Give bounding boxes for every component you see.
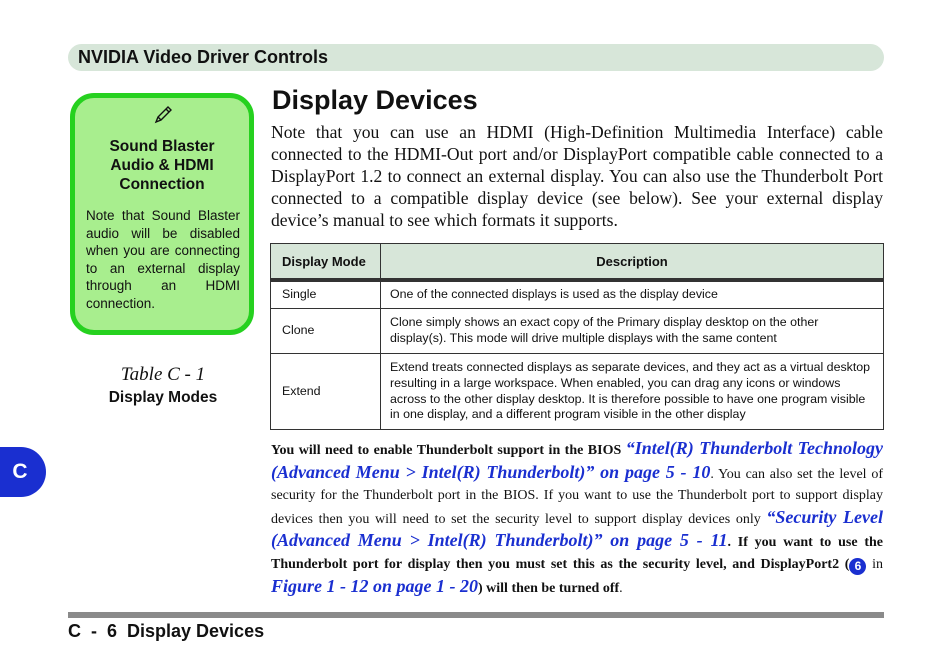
page-title: Display Devices bbox=[272, 85, 478, 115]
table-header-row bbox=[271, 244, 884, 280]
callout-number-badge: 6 bbox=[849, 558, 866, 575]
text-run: You will need to enable Thunderbolt support in the BIOS bbox=[271, 443, 626, 458]
table-cell-mode: Extend bbox=[271, 354, 381, 430]
table-row bbox=[271, 309, 884, 354]
bios-thunderbolt-link[interactable]: “Intel(R) Thunderbolt Technology (Advanced Menu > Intel(R) Thunderbolt)” on page 5 - 10 bbox=[271, 438, 884, 482]
note-body: Note that Sound Blaster audio will be disabled when you are connecting to an external display through an HDMI connection. bbox=[86, 208, 240, 311]
table-cell-description: One of the connected displays is used as the display device bbox=[381, 282, 884, 309]
column-header-description: Description bbox=[381, 244, 884, 280]
table-cell-description: Extend treats connected displays as separate devices, and they act as a virtual desktop resulting in a large workspace. When enabled, you can drag any icons or windows across to the other display desktop. It is therefore possible to have one program visible in one display, and a different program visible in the other display bbox=[381, 354, 884, 430]
intro-paragraph: Note that you can use an HDMI (High-Definition Multimedia Interface) cable connected to the HDMI-Out port and/or DisplayPort compatible cable connected to a DisplayPort 1.2 to connect an external display. You can also use the Thunderbolt Port connected to a compatible display device (see below). See your external display device’s manual to see which formats it supports. bbox=[271, 122, 883, 230]
display-modes-table bbox=[270, 243, 884, 430]
table-caption: Display Modes bbox=[108, 389, 218, 406]
text-run: . If you want to use the Thunderbolt port for display then you must set this as the security level, and DisplayPort2 ( bbox=[271, 535, 883, 572]
table-cell-mode: Clone bbox=[271, 309, 381, 354]
text-run: . bbox=[619, 580, 623, 596]
table-row bbox=[271, 354, 884, 430]
table-cell-description: Clone simply shows an exact copy of the Primary display desktop on the other display(s). This mode will drive multiple displays with the same content bbox=[381, 309, 884, 354]
column-header-mode: Display Mode bbox=[271, 244, 381, 280]
header-title: NVIDIA Video Driver Controls bbox=[78, 47, 329, 67]
security-level-link[interactable]: “Security Level (Advanced Menu > Intel(R) Thunderbolt)” on page 5 - 11 bbox=[271, 506, 883, 551]
footer-rule bbox=[68, 612, 884, 618]
table-cell-mode: Single bbox=[271, 282, 381, 309]
chapter-tab: C bbox=[0, 447, 46, 497]
figure-link[interactable]: Figure 1 - 12 on page 1 - 20 bbox=[271, 575, 478, 596]
table-row bbox=[271, 282, 884, 309]
table-label: Table C - 1 bbox=[120, 364, 206, 385]
text-run: . You can also set the level of security for the Thunderbolt port in the BIOS. If you want to use the Thunderbolt port to support display devices then you will need to set the security level to support display devices only bbox=[271, 466, 883, 527]
text-run: in bbox=[866, 556, 883, 572]
pencil-icon bbox=[152, 104, 174, 126]
footer-page-label: C - 6 Display Devices bbox=[68, 621, 265, 641]
note-title: Sound Blaster Audio & HDMI Connection bbox=[109, 138, 215, 193]
text-run: ) will then be turned off bbox=[478, 580, 620, 596]
thunderbolt-paragraph bbox=[271, 438, 883, 599]
